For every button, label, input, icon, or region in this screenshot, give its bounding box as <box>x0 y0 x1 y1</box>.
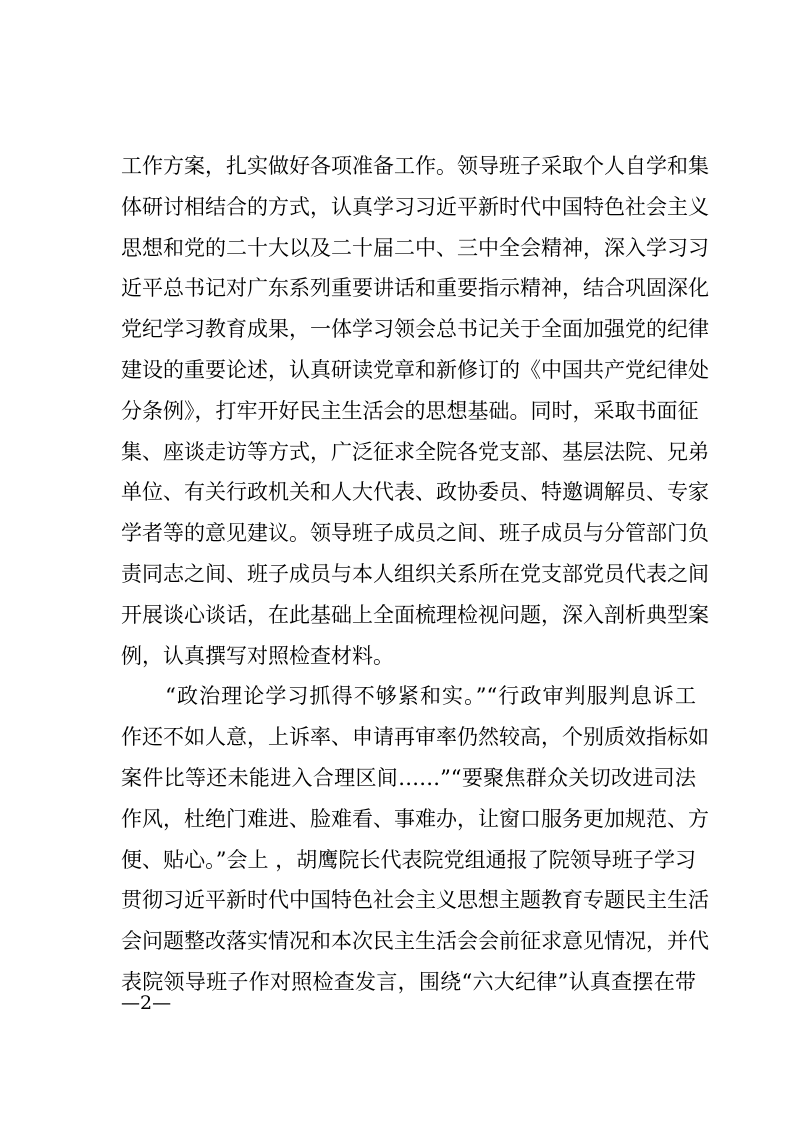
text-line: 思想和党的二十大以及二十届二中、三中全会精神，深入学习习 <box>121 235 709 260</box>
text-line: 案件比等还未能进入合理区间……”“要聚焦群众关切改进司法 <box>121 765 696 790</box>
text-line: 集、座谈走访等方式，广泛征求全院各党支部、基层法院、兄弟 <box>121 439 709 464</box>
text-line: 党纪学习教育成果，一体学习领会总书记关于全面加强党的纪律 <box>121 317 709 342</box>
text-line: 体研讨相结合的方式，认真学习习近平新时代中国特色社会主义 <box>121 194 709 219</box>
text-line: 近平总书记对广东系列重要讲话和重要指示精神，结合巩固深化 <box>121 276 709 301</box>
text-line: 开展谈心谈话，在此基础上全面梳理检视问题，深入剖析典型案 <box>121 602 709 627</box>
text-line: 作还不如人意，上诉率、申请再审率仍然较高，个别质效指标如 <box>121 725 709 750</box>
text-line: 工作方案，扎实做好各项准备工作。领导班子采取个人自学和集 <box>121 154 709 178</box>
text-line: 单位、有关行政机关和人大代表、政协委员、特邀调解员、专家 <box>121 480 709 505</box>
text-line: 便、贴心。”会上 ，胡鹰院长代表院党组通报了院领导班子学习 <box>121 847 696 872</box>
text-line: 责同志之间、班子成员与本人组织关系所在党支部党员代表之间 <box>121 561 709 586</box>
text-line: “政治理论学习抓得不够紧和实。”“行政审判服判息诉工 <box>121 684 696 709</box>
text-line: 学者等的意见建议。领导班子成员之间、班子成员与分管部门负 <box>121 521 709 546</box>
text-line: 建设的重要论述，认真研读党章和新修订的《中国共产党纪律处 <box>121 357 709 382</box>
text-line: 会问题整改落实情况和本次民主生活会会前征求意见情况，并代 <box>121 929 709 954</box>
text-line: 例，认真撰写对照检查材料。 <box>121 643 394 668</box>
text-line: 分条例》，打牢开好民主生活会的思想基础。同时，采取书面征 <box>121 398 699 423</box>
page-number: —2— <box>121 992 172 1014</box>
text-line: 表院领导班子作对照检查发言，围绕“六大纪律”认真查摆在带 <box>121 969 696 994</box>
body-text <box>121 146 709 1003</box>
text-line: 贯彻习近平新时代中国特色社会主义思想主题教育专题民主生活 <box>121 888 709 913</box>
text-line: 作风，杜绝门难进、脸难看、事难办，让窗口服务更加规范、方 <box>121 806 709 831</box>
